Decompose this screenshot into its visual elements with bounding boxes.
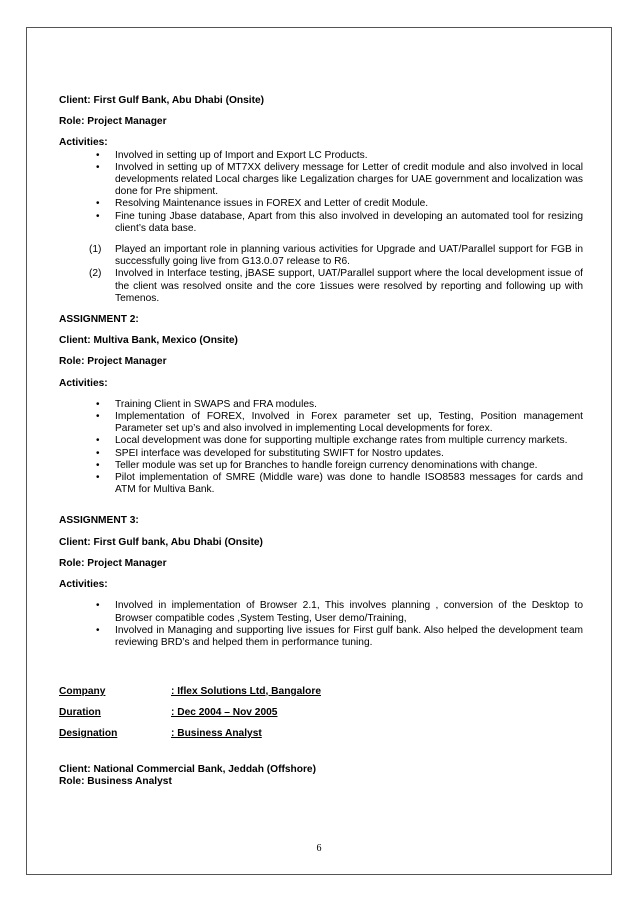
assignment-heading: ASSIGNMENT 2:: [59, 314, 139, 326]
list-item: • Teller module was set up for Branches to handle foreign currency denominations with change.: [115, 460, 583, 472]
client-line: Client: Multiva Bank, Mexico (Onsite): [59, 335, 238, 347]
duration-value: : Dec 2004 – Nov 2005: [171, 706, 278, 718]
duration-label: Duration: [59, 706, 101, 718]
list-item: • Fine tuning Jbase database, Apart from this also involved in developing an automated tool for resizing client’s data base.: [115, 211, 583, 235]
client-line: Client: First Gulf bank, Abu Dhabi (Onsite): [59, 536, 263, 548]
activities-list: [59, 399, 583, 497]
employment-table: [59, 677, 321, 740]
list-item: • Training Client in SWAPS and FRA modules.: [115, 399, 583, 411]
list-item: • Involved in Managing and supporting live issues for First gulf bank. Also helped the development team reviewing BRD’s and helped them in performance tuning.: [115, 625, 583, 649]
list-item: • Involved in implementation of Browser 2.1, This involves planning , conversion of the Desktop to Browser compatible codes ,System Testing, User demo/Training,: [115, 600, 583, 624]
list-item: [89, 244, 583, 268]
table-row: [59, 677, 321, 698]
list-item-text: Involved in Interface testing, jBASE support, UAT/Parallel support where the local development issue of the client was resolved onsite and the core 1issues were resolved by reporting and following up with Temenos.: [115, 268, 583, 304]
activities-label: Activities:: [59, 137, 108, 149]
company-value: : Iflex Solutions Ltd, Bangalore: [171, 685, 321, 697]
designation-label: Designation: [59, 727, 118, 739]
list-item: • Involved in setting up of Import and Export LC Products.: [115, 150, 583, 162]
activities-label: Activities:: [59, 377, 108, 389]
list-number: (1): [89, 244, 102, 256]
list-item: • Implementation of FOREX, Involved in Forex parameter set up, Testing, Position management Parameter set up’s and also involved in implementing Local developments for forex.: [115, 411, 583, 435]
role-line: Role: Project Manager: [59, 116, 167, 128]
role-line: Role: Project Manager: [59, 356, 167, 368]
client-line: Client: National Commercial Bank, Jeddah (Offshore): [59, 764, 316, 776]
list-item: • SPEI interface was developed for substituting SWIFT for Nostro updates.: [115, 448, 583, 460]
designation-value: : Business Analyst: [171, 727, 262, 739]
list-item: • Local development was done for supporting multiple exchange rates from multiple currency markets.: [115, 435, 583, 447]
list-item: • Involved in setting up of MT7XX delivery message for Letter of credit module and also involved in local developments related Local charges like Legalization charges for UAE government and localization was done for Pre shipment.: [115, 162, 583, 199]
table-row: [59, 698, 321, 719]
numbered-list: [59, 244, 583, 305]
activities-list: [59, 150, 583, 235]
role-line: Role: Business Analyst: [59, 776, 172, 788]
list-number: (2): [89, 268, 102, 280]
table-row: [59, 719, 321, 740]
list-item: [89, 268, 583, 305]
company-label: Company: [59, 685, 106, 697]
assignment-heading: ASSIGNMENT 3:: [59, 515, 139, 527]
resume-page-content: [59, 95, 583, 789]
client-line: Client: First Gulf Bank, Abu Dhabi (Onsite): [59, 95, 265, 106]
role-line: Role: Project Manager: [59, 557, 167, 569]
list-item-text: Played an important role in planning various activities for Upgrade and UAT/Parallel support for FGB in successfully going live from G13.0.07 release to R6.: [115, 244, 583, 268]
activities-label: Activities:: [59, 579, 108, 591]
list-item: • Resolving Maintenance issues in FOREX and Letter of credit Module.: [115, 198, 583, 210]
page-number: 6: [316, 843, 322, 854]
activities-list: [59, 600, 583, 649]
list-item: • Pilot implementation of SMRE (Middle ware) was done to handle ISO8583 messages for cards and ATM for Multiva Bank.: [115, 472, 583, 496]
